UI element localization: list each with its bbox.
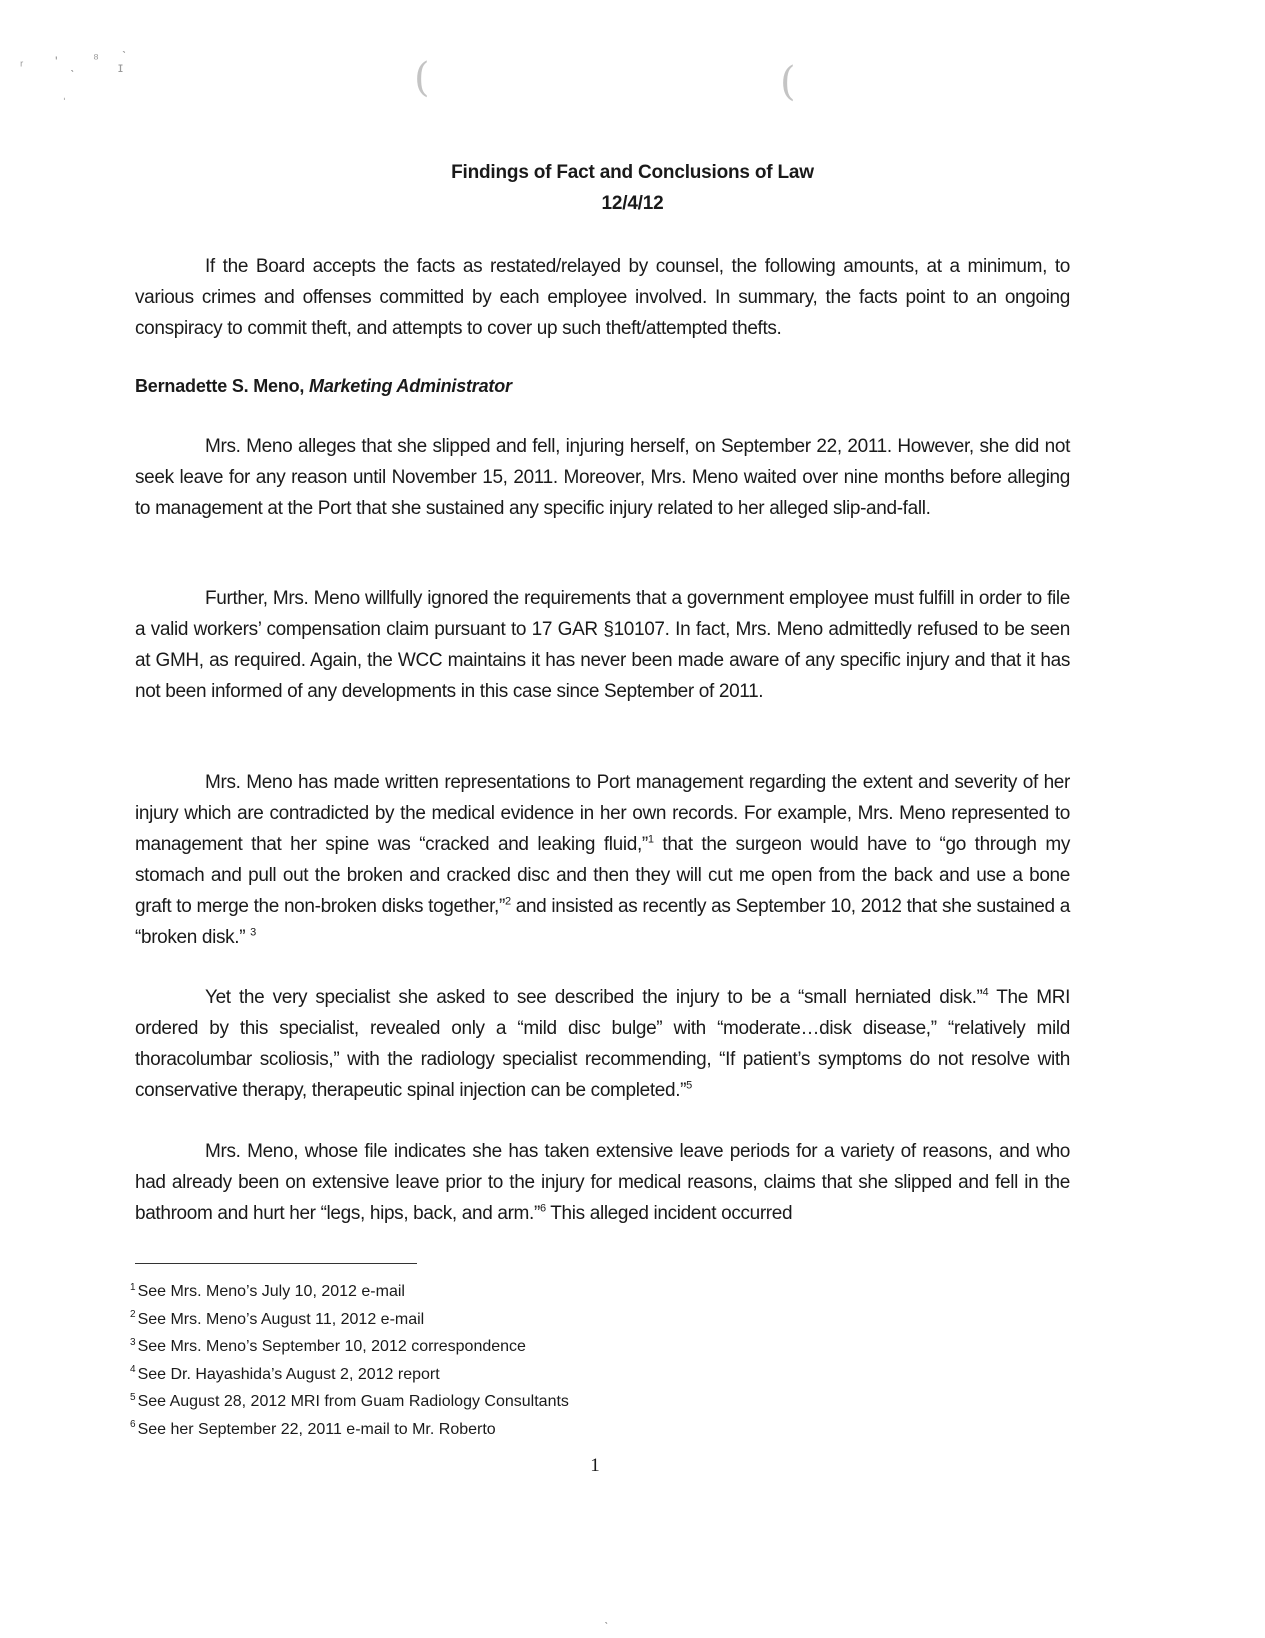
paragraph-text: Mrs. Meno alleges that she slipped and fell, injuring herself, on September 22, 2011. However, she did not seek leave for any reason until November 15, 2011. Moreover, Mrs. Meno waited over nine months before alleging to management at the Port that she sustained any specific injury related to her alleged slip-and-fall. <box>135 436 1070 519</box>
footnote-item <box>130 1333 569 1361</box>
scan-artifact: ʳ <box>20 57 24 73</box>
document-title: Findings of Fact and Conclusions of Law <box>451 162 814 183</box>
employee-role: Marketing Administrator <box>309 376 512 396</box>
footnote-item <box>130 1306 569 1334</box>
footnote-number: 4 <box>130 1364 136 1376</box>
footnote-text: See Mrs. Meno’s September 10, 2012 correspondence <box>137 1338 526 1355</box>
scan-artifact: ' <box>55 53 58 69</box>
scan-artifact: ⁸ <box>93 50 99 66</box>
footnote-ref[interactable]: 2 <box>504 895 511 908</box>
scan-artifact: ˈ <box>62 95 67 111</box>
footnote-ref[interactable]: 5 <box>686 1079 692 1092</box>
paragraph-text: Mrs. Meno has made written representations to Port management regarding the extent and severity of her injury which are contradicted by the medical evidence in her own records. For example, Mrs. Meno represented to management that her spine was “cracked and leaking fluid,” <box>135 772 1070 855</box>
footnote-text: See Mrs. Meno’s July 10, 2012 e-mail <box>137 1283 405 1300</box>
hole-punch-mark: ( <box>414 55 430 101</box>
footnote-number: 5 <box>130 1391 136 1403</box>
paragraph-text: Mrs. Meno, whose file indicates she has taken extensive leave periods for a variety of reasons, and who had already been on extensive leave prior to the injury for medical reasons, claims that she slipped and fell in the bathroom and hurt her “legs, hips, back, and arm.” <box>135 1141 1070 1224</box>
footnote-text: See August 28, 2012 MRI from Guam Radiology Consultants <box>137 1393 569 1410</box>
employee-name: Bernadette S. Meno, <box>135 376 305 396</box>
body-paragraph <box>135 982 1070 1106</box>
body-paragraph <box>135 431 1070 524</box>
footnote-text: See Dr. Hayashida’s August 2, 2012 report <box>137 1365 440 1383</box>
paragraph-text: that the surgeon would have to “go through my stomach and pull out the broken and cracked disc and then they will cut me open from the back and use a bone graft to merge the non-broken disks together,” <box>135 834 1071 917</box>
section-heading <box>135 376 512 397</box>
footnote-item <box>130 1388 569 1416</box>
scan-artifact: ɪ <box>118 59 123 75</box>
body-paragraph <box>135 1136 1070 1229</box>
hole-punch-mark: ( <box>780 59 796 105</box>
footnote-item <box>130 1416 569 1444</box>
footnote-number: 3 <box>130 1336 136 1348</box>
document-date: 12/4/12 <box>601 193 664 214</box>
footnote-ref[interactable]: 1 <box>647 833 654 846</box>
paragraph-text: Further, Mrs. Meno willfully ignored the requirements that a government employee must fulfill in order to file a valid workers’ compensation claim pursuant to 17 GAR §10107. In fact, Mrs. Meno admittedly refused to be seen at GMH, as required. Again, the WCC maintains it has never been made aware of any specific injury and that it has not been informed of any developments in this case since September of 2011. <box>135 588 1070 702</box>
paragraph-text: Yet the very specialist she asked to see described the injury to be a “small herniated disk.” <box>205 987 983 1008</box>
scan-artifact: ˋ <box>604 1619 609 1635</box>
footnote-ref[interactable]: 4 <box>982 986 989 999</box>
footnote-text: See her September 22, 2011 e-mail to Mr. Roberto <box>137 1420 496 1438</box>
paragraph-text: and insisted as recently as September 10, 2012 that she sustained a “broken disk.” <box>135 896 1070 948</box>
footnote-ref[interactable]: 3 <box>250 926 256 939</box>
paragraph-text: The MRI ordered by this specialist, revealed only a “mild disc bulge” with “moderate…disk disease,” “relatively mild thoracolumbar scoliosis,” with the radiology specialist recommending, “If patient’s symptoms do not resolve with conservative therapy, therapeutic spinal injection can be completed.” <box>135 987 1071 1101</box>
body-paragraph <box>135 767 1070 953</box>
scan-artifact: ˋ <box>70 67 75 83</box>
page-number: 1 <box>590 1455 600 1476</box>
intro-text: If the Board accepts the facts as restated/relayed by counsel, the following amounts, at a minimum, to various crimes and offenses committed by each employee involved. In summary, the facts point to an ongoing conspiracy to commit theft, and attempts to cover up such theft/attempted thefts. <box>135 256 1070 339</box>
footnote-separator <box>135 1263 417 1264</box>
footnote-ref[interactable]: 6 <box>539 1202 546 1215</box>
footnotes <box>130 1278 569 1443</box>
body-paragraph <box>135 583 1070 707</box>
footnote-number: 6 <box>130 1419 136 1431</box>
footnote-number: 1 <box>130 1281 136 1293</box>
paragraph-text: This alleged incident occurred <box>545 1203 793 1224</box>
footnote-number: 2 <box>130 1309 136 1321</box>
footnote-text: See Mrs. Meno’s August 11, 2012 e-mail <box>137 1310 425 1328</box>
footnote-item <box>130 1361 569 1389</box>
intro-paragraph <box>135 251 1070 344</box>
footnote-item <box>130 1278 569 1306</box>
scan-artifact: ˎ <box>122 37 127 53</box>
